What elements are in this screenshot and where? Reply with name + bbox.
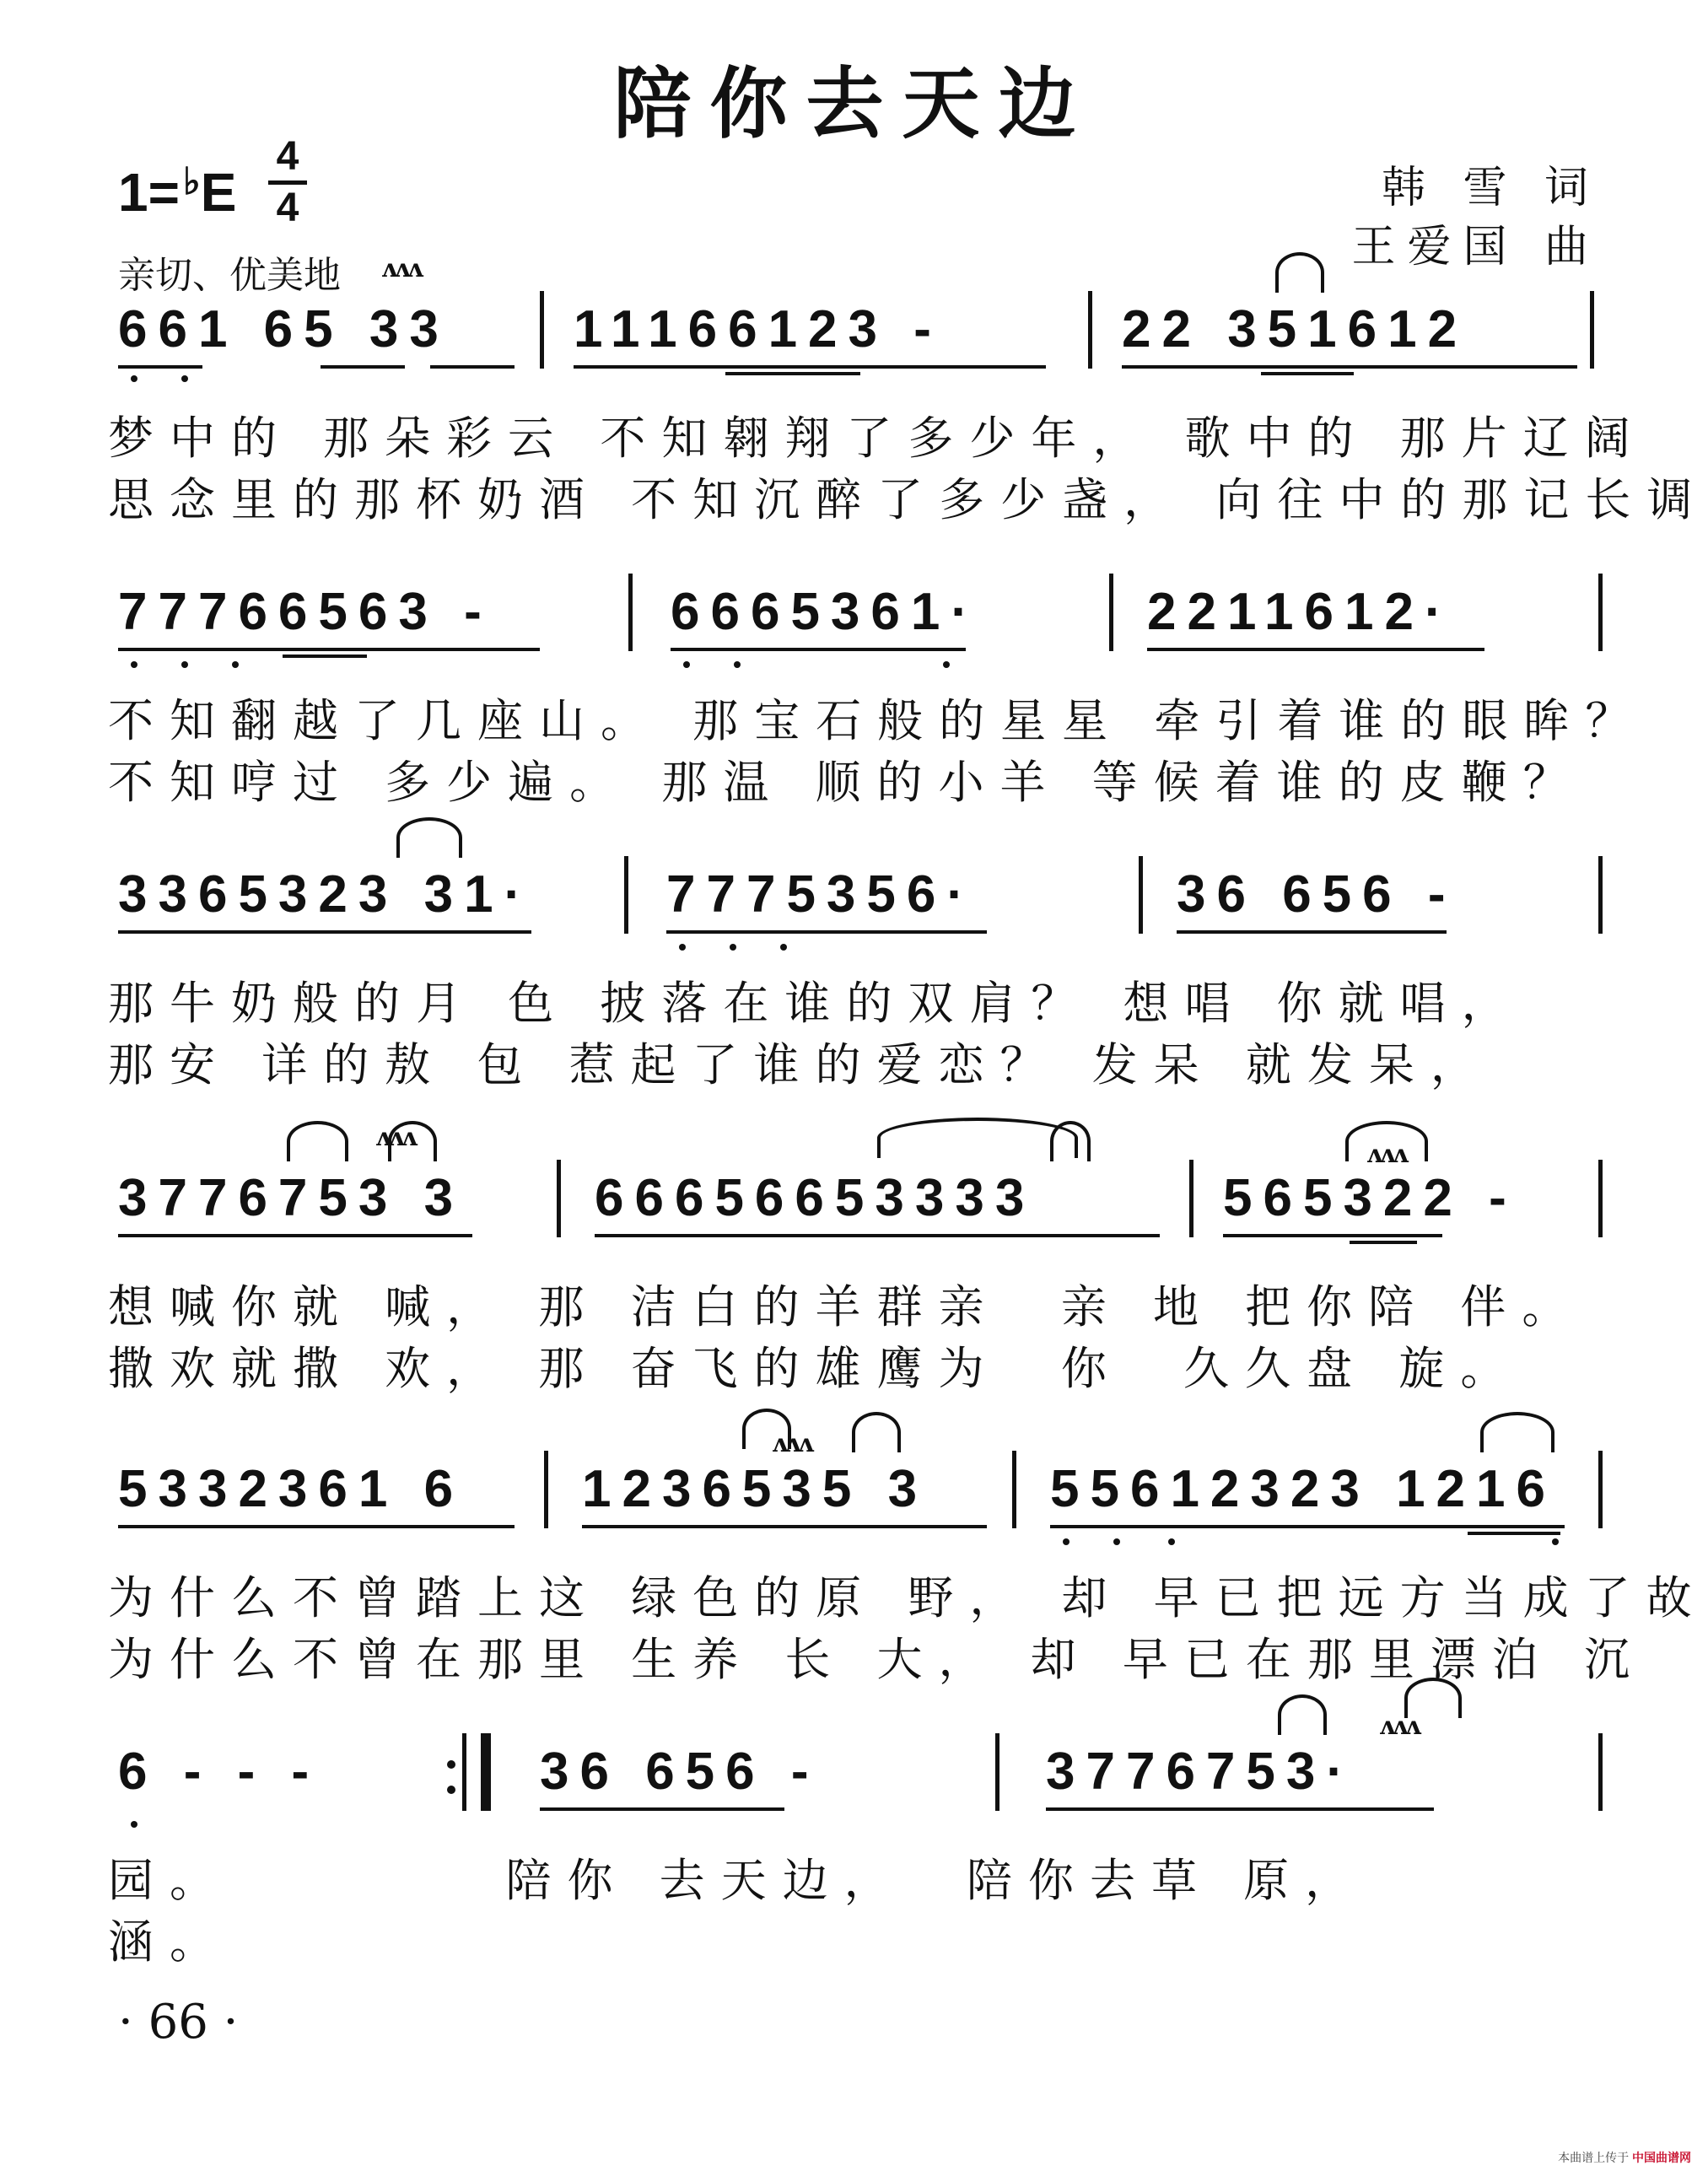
key-prefix: 1= <box>118 162 180 223</box>
measure: 6 - - - <box>118 1743 321 1801</box>
measure: 3776753· <box>1046 1743 1355 1801</box>
lyric-verse-1: 梦中的 那朵彩云 不知翱翔了多少年， 歌中的 那片辽阔 <box>108 412 1646 465</box>
lyric-verse-1: 园。 陪你 去天边， 陪你去草 原， <box>108 1854 1367 1907</box>
barline <box>1139 856 1143 934</box>
measure: 1236535 3 <box>582 1460 929 1518</box>
barline <box>1590 291 1594 369</box>
barline <box>557 1160 561 1237</box>
composer-credit: 王爱国 曲 <box>1351 222 1600 272</box>
barline <box>1598 1451 1603 1528</box>
footer-text: 本曲谱上传于 <box>1558 2151 1630 2164</box>
time-denominator: 4 <box>276 186 299 230</box>
measure: 5332361 6 <box>118 1460 465 1518</box>
barline <box>995 1733 999 1811</box>
measure: 55612323 1216 <box>1050 1460 1557 1518</box>
page-number: · 66 · <box>118 1995 239 2050</box>
footer-brand: 中国曲谱网 <box>1632 2151 1691 2164</box>
barline <box>624 856 628 934</box>
lyric-verse-2: 那安 详的敖 包 惹起了谁的爱恋？ 发呆 就发呆， <box>108 1038 1492 1091</box>
barline <box>1088 291 1092 369</box>
barline <box>1598 1160 1603 1237</box>
measure: 77766563 - <box>118 583 493 641</box>
measure: 22 351612 <box>1122 300 1468 358</box>
time-numerator: 4 <box>276 134 299 179</box>
measure: 66656653333 <box>595 1169 1036 1227</box>
key-note: E <box>200 162 237 223</box>
lyric-verse-1: 那牛奶般的月 色 披落在谁的双肩？ 想唱 你就唱， <box>108 977 1523 1030</box>
barline <box>1189 1160 1193 1237</box>
barline <box>540 291 544 369</box>
tempo-marking: 亲切、优美地 <box>118 254 341 297</box>
barline <box>1012 1451 1016 1528</box>
repeat-barline <box>481 1733 491 1811</box>
measure: 11166123 - <box>574 300 942 358</box>
barline <box>1598 574 1603 651</box>
lyric-verse-2: 为什么不曾在那里 生养 长 大， 却 早已在那里漂泊 沉 <box>108 1633 1646 1686</box>
lyric-verse-2: 思念里的那杯奶酒 不知沉醉了多少盏， 向往中的那记长调 <box>108 473 1708 526</box>
lyric-verse-2: 涵。 <box>108 1915 231 1969</box>
barline <box>1109 574 1113 651</box>
lyric-verse-1: 想喊你就 喊， 那 洁白的羊群亲 亲 地 把你陪 伴。 <box>108 1280 1584 1333</box>
flat-icon: ♭ <box>182 161 201 202</box>
measure: 3776753 3 <box>118 1169 465 1227</box>
time-signature <box>268 135 307 230</box>
lyricist-credit: 韩 雪 词 <box>1381 163 1600 213</box>
measure: 36 656 - <box>1177 865 1457 924</box>
lyric-verse-2: 撒欢就撒 欢， 那 奋飞的雄鹰为 你 久久盘 旋。 <box>108 1342 1522 1395</box>
barline <box>1598 1733 1603 1811</box>
song-title: 陪你去天边 <box>613 58 1095 149</box>
measure: 565322 - <box>1223 1169 1517 1227</box>
measure: 36 656 - <box>540 1743 820 1801</box>
measure: 7775356· <box>666 865 976 924</box>
lyric-verse-1: 为什么不曾踏上这 绿色的原 野， 却 早已把远方当成了故 <box>108 1571 1708 1624</box>
measure: 2211612· <box>1147 583 1453 641</box>
barline <box>628 574 633 651</box>
barline <box>544 1451 548 1528</box>
lyric-verse-1: 不知翻越了几座山。 那宝石般的星星 牵引着谁的眼眸？ <box>108 694 1647 747</box>
key-signature <box>118 160 236 224</box>
measure: 6665361· <box>671 583 980 641</box>
measure: 3365323 31· <box>118 865 533 924</box>
footer-watermark <box>1558 2149 1691 2166</box>
barline <box>1598 856 1603 934</box>
measure: 661 65 33 <box>118 300 450 358</box>
lyric-verse-2: 不知哼过 多少遍。 那温 顺的小羊 等候着谁的皮鞭？ <box>108 756 1585 809</box>
